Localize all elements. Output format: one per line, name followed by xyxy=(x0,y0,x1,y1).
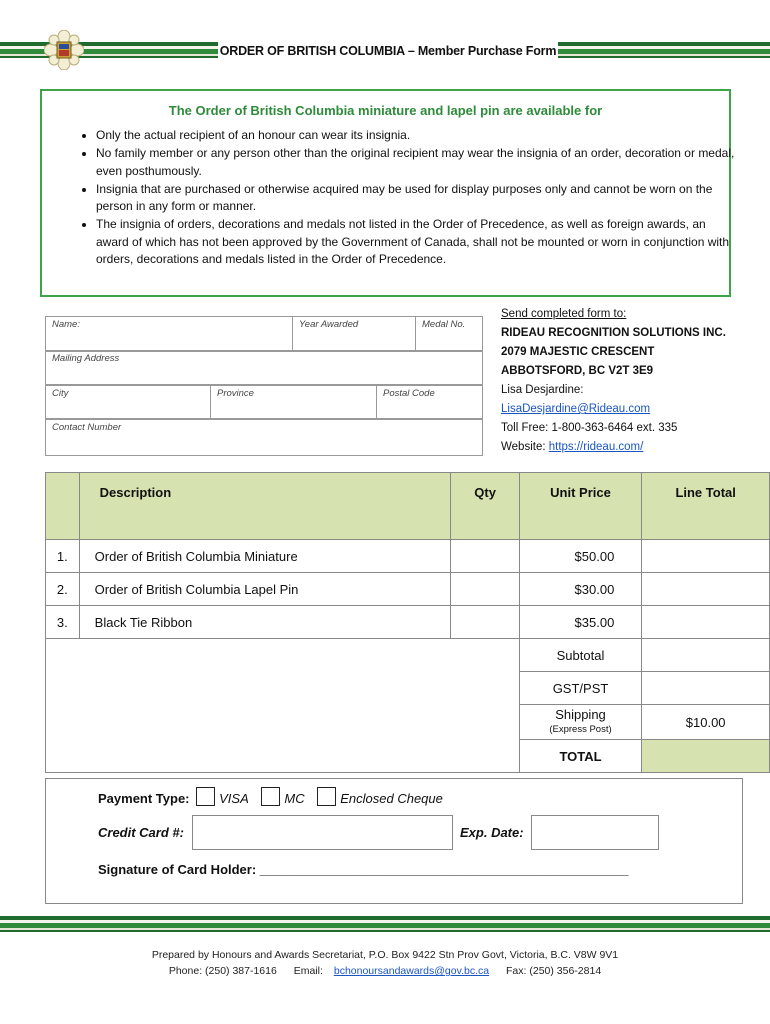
table-row xyxy=(46,573,770,606)
footer-fax: Fax: (250) 356-2814 xyxy=(506,965,602,977)
table-header-qty: Qty xyxy=(451,473,519,540)
order-table xyxy=(45,472,770,773)
website-line xyxy=(501,438,726,457)
website-link[interactable]: https://rideau.com/ xyxy=(548,441,644,453)
line-total-input[interactable] xyxy=(642,573,770,606)
info-bullet-list xyxy=(70,127,736,269)
website-label: Website: xyxy=(501,441,549,453)
qty-input[interactable] xyxy=(451,573,519,606)
item-num: 3. xyxy=(46,606,80,639)
province-label: Province xyxy=(217,388,254,399)
company-name: RIDEAU RECOGNITION SOLUTIONS INC. xyxy=(501,327,726,339)
table-header-unit-price: Unit Price xyxy=(519,473,642,540)
mc-checkbox[interactable] xyxy=(261,787,280,806)
footer-email-link[interactable]: bchonoursandawards@gov.bc.ca xyxy=(333,965,490,977)
table-header-num xyxy=(46,473,80,540)
qty-input[interactable] xyxy=(451,606,519,639)
postal-code-label: Postal Code xyxy=(383,388,435,399)
subtotal-label: Subtotal xyxy=(519,639,642,672)
signature-line: Signature of Card Holder: ___________________________________________________ xyxy=(98,862,629,877)
contact-email-link[interactable]: LisaDesjardine@Rideau.com xyxy=(501,403,651,415)
name-label: Name: xyxy=(52,319,80,330)
visa-checkbox[interactable] xyxy=(196,787,215,806)
contact-number-label: Contact Number xyxy=(52,422,122,433)
item-num: 1. xyxy=(46,540,80,573)
info-bullet: • Only the actual recipient of an honour can wear its insignia. xyxy=(96,127,736,145)
city-address: ABBOTSFORD, BC V2T 3E9 xyxy=(501,365,654,377)
year-awarded-label: Year Awarded xyxy=(299,319,359,330)
item-description: Black Tie Ribbon xyxy=(79,606,451,639)
page-title: ORDER OF BRITISH COLUMBIA – Member Purchase Form xyxy=(219,44,557,58)
street-address: 2079 MAJESTIC CRESCENT xyxy=(501,346,655,358)
exp-date-input[interactable] xyxy=(531,815,659,850)
line-total-input[interactable] xyxy=(642,540,770,573)
shipping-cell xyxy=(519,705,642,740)
payment-type-label: Payment Type: xyxy=(98,791,190,806)
order-emblem-icon xyxy=(44,30,84,70)
exp-date-label: Exp. Date: xyxy=(460,825,524,840)
subtotal-input[interactable] xyxy=(642,639,770,672)
cheque-checkbox[interactable] xyxy=(317,787,336,806)
city-field[interactable] xyxy=(45,384,211,420)
footer-email-label: Email: xyxy=(293,965,323,977)
info-box xyxy=(40,89,735,297)
gst-pst-label: GST/PST xyxy=(519,672,642,705)
info-bullet: • Insignia that are purchased or otherwise acquired may be used for display purposes only and cannot be worn on the person in any form or manner. xyxy=(96,181,736,216)
city-label: City xyxy=(52,388,69,399)
contact-person: Lisa Desjardine: xyxy=(501,384,584,396)
total-input[interactable] xyxy=(642,740,770,773)
mailing-address-label: Mailing Address xyxy=(52,353,120,364)
table-blank-area xyxy=(46,639,520,773)
info-heading: The Order of British Columbia miniature and lapel pin are available for xyxy=(168,103,603,118)
gst-pst-input[interactable] xyxy=(642,672,770,705)
shipping-label: Shipping xyxy=(555,707,606,722)
info-bullet: • The insignia of orders, decorations and medals not listed in the Order of Precedence, as well as foreign awards, an award of which has not been approved by the Government of Canada, shall not be mounted or worn in conjunction with orders, decorations and medals listed in the Order of Precedence. xyxy=(96,216,736,269)
table-header-line-total: Line Total xyxy=(642,473,770,540)
credit-card-label: Credit Card #: xyxy=(98,825,184,840)
contact-block xyxy=(501,305,726,457)
name-field[interactable] xyxy=(45,316,293,352)
visa-label: VISA xyxy=(219,791,249,806)
item-description: Order of British Columbia Miniature xyxy=(79,540,451,573)
header-stripe-left xyxy=(0,42,218,58)
medal-no-label: Medal No. xyxy=(422,319,466,330)
footer-phone: Phone: (250) 387-1616 xyxy=(168,965,277,977)
footer-address: Prepared by Honours and Awards Secretariat, P.O. Box 9422 Stn Prov Govt, Victoria, B.C. V8W 9V1 xyxy=(151,949,619,961)
toll-free: Toll Free: 1-800-363-6464 ext. 335 xyxy=(501,422,678,434)
item-description: Order of British Columbia Lapel Pin xyxy=(79,573,451,606)
payment-type-row xyxy=(98,787,443,806)
footer-contact-line xyxy=(0,965,770,977)
footer-stripe xyxy=(0,916,770,932)
item-unit-price: $30.00 xyxy=(519,573,642,606)
qty-input[interactable] xyxy=(451,540,519,573)
total-label: TOTAL xyxy=(519,740,642,773)
mc-label: MC xyxy=(284,791,305,806)
send-to-label: Send completed form to: xyxy=(501,308,627,320)
table-row xyxy=(46,606,770,639)
info-bullet: • No family member or any person other than the original recipient may wear the insignia of an order, decoration or medal, even posthumously. xyxy=(96,145,736,180)
item-unit-price: $50.00 xyxy=(519,540,642,573)
payment-box xyxy=(45,778,743,904)
shipping-total: $10.00 xyxy=(642,705,770,740)
cheque-label: Enclosed Cheque xyxy=(340,791,443,806)
item-unit-price: $35.00 xyxy=(519,606,642,639)
shipping-note: (Express Post) xyxy=(549,724,612,735)
item-num: 2. xyxy=(46,573,80,606)
table-header-description: Description xyxy=(79,473,451,540)
table-row xyxy=(46,540,770,573)
line-total-input[interactable] xyxy=(642,606,770,639)
credit-card-input[interactable] xyxy=(192,815,453,850)
header-stripe-right xyxy=(558,42,770,58)
